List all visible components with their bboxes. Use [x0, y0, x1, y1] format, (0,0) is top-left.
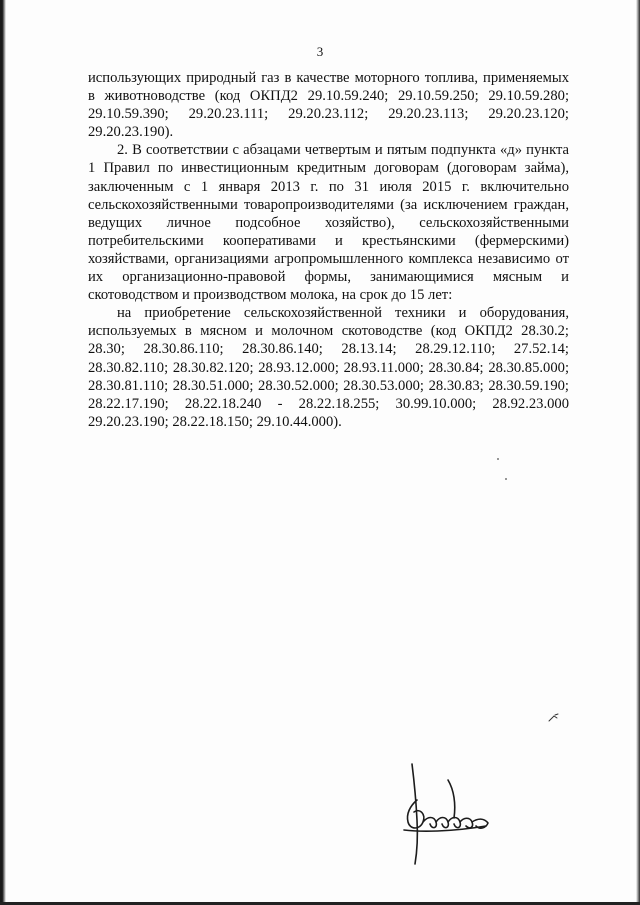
scan-speck [497, 458, 499, 460]
page-number: 3 [316, 44, 324, 59]
handwritten-signature [390, 760, 500, 870]
paragraph-equipment-codes: на приобретение сельскохозяйственной техники и оборудования, используемых в мясном и молочном скотоводстве (код ОКПД2 28.30.2; 28.30; 28.30.86.110; 28.30.86.140; 28.13.14; 28.29.12.110; 27.52.14; 28.30.82.110; 28.30.82.120; 28.93.12.000; 28.93.11.000; 28.30.84; 28.30.85.000; 28.30.81.110; 28.30.51.000; 28.30.52.000; 28.30.53.000; 28.30.83; 28.30.59.190; 28.22.17.190; 28.22.18.240 - 28.22.18.255; 30.99.10.000; 28.92.23.000 29.20.23.190; 28.22.18.150; 29.10.44.000). [88, 305, 569, 430]
scan-speck [505, 478, 507, 480]
paragraph-continuation: использующих природный газ в качестве моторного топлива, применяемых в животноводстве (код ОКПД2 29.10.59.240; 29.10.59.250; 29.10.59.280; 29.10.59.390; 29.20.23.111; 29.20.23.112; 29.20.23.113; 29.20.23.120; 29.20.23.190). [88, 70, 569, 141]
scan-edge-right [636, 0, 640, 905]
scan-edge-left [0, 0, 6, 905]
scan-mark [548, 713, 560, 723]
document-body [88, 69, 569, 431]
paragraph-item-2: 2. В соответствии с абзацами четвертым и пятым подпункта «д» пункта 1 Правил по инвестиционным кредитным договорам (договорам займа), заключенным с 1 января 2013 г. по 31 июля 2015 г. включительно сельскохозяйственными товаропроизводителями (за исключением граждан, ведущих личное подсобное хозяйство), сельскохозяйственными потребительскими кооперативами и крестьянскими (фермерскими) хозяйствами, организациями агропромышленного комплекса независимо от их организационно-правовой формы, занимающимися мясным и скотоводством и производством молока, на срок до 15 лет: [88, 142, 569, 304]
